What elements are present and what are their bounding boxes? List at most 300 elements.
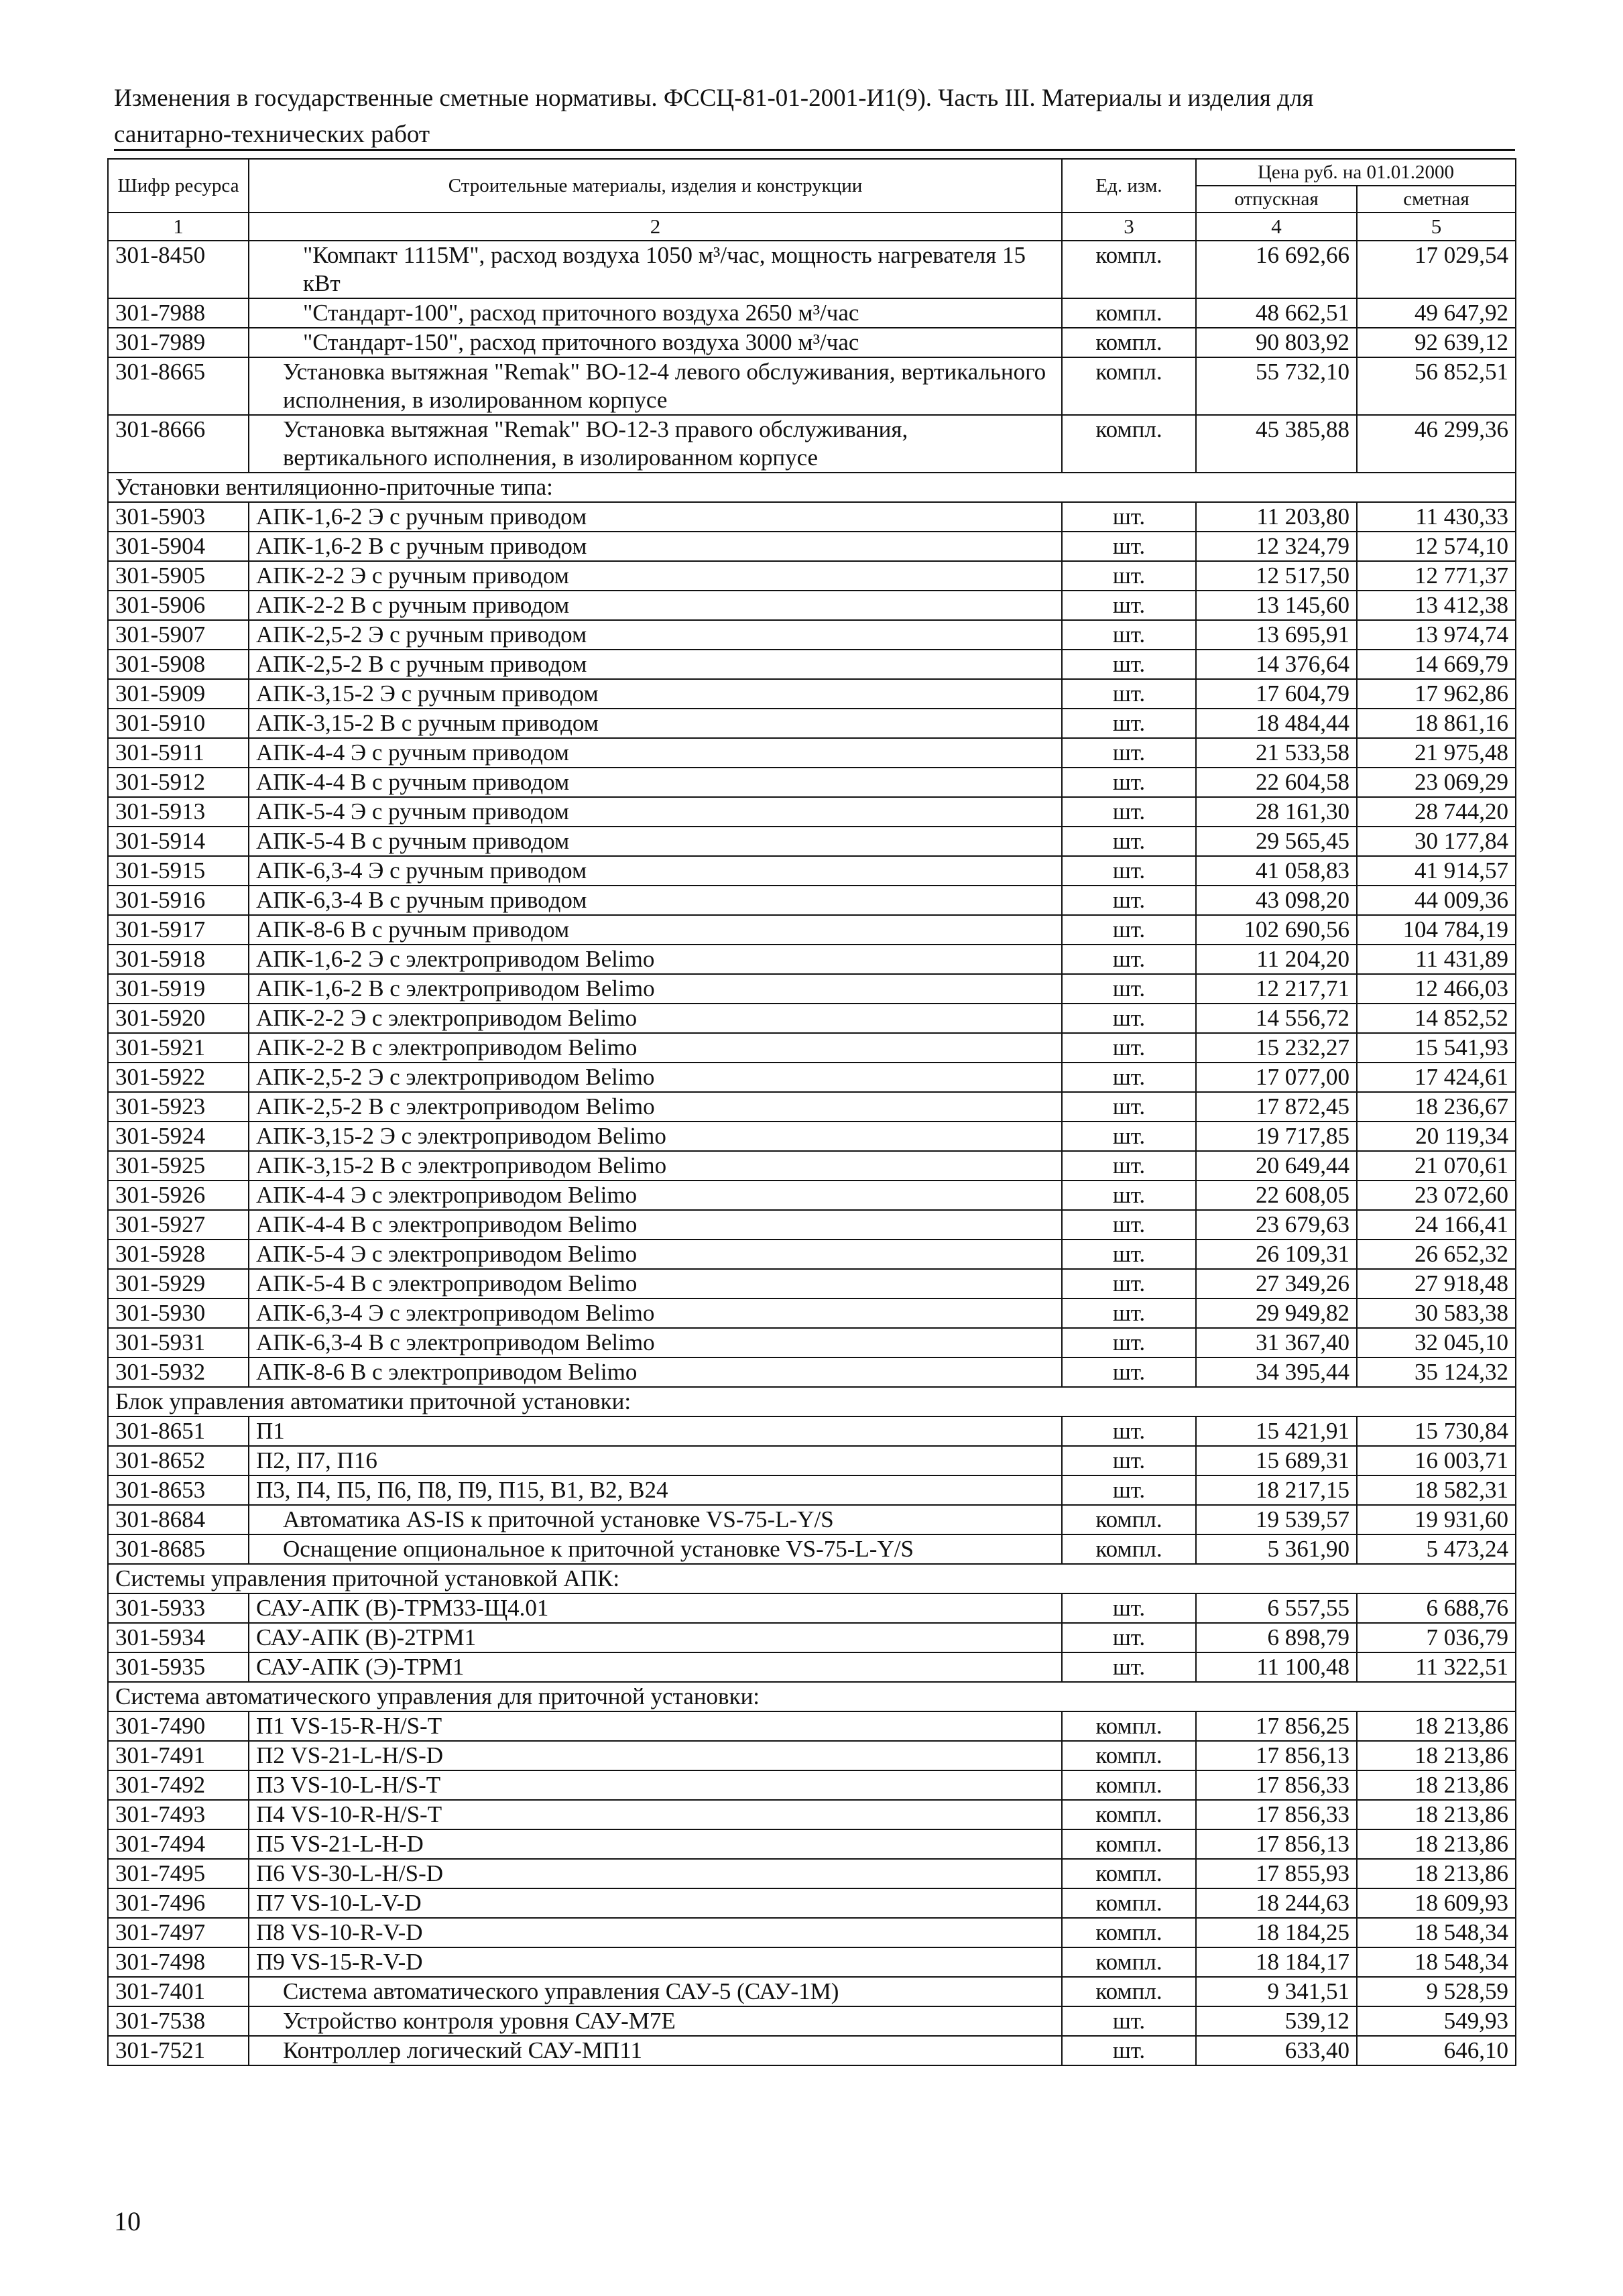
table-body [108,241,1516,2065]
material-name-cell: П2 VS-21-L-H/S-D [249,1741,1062,1770]
resource-code-cell: 301-7497 [108,1918,249,1947]
resource-code-cell: 301-5921 [108,1033,249,1063]
release-price-cell: 48 662,51 [1196,298,1357,328]
table-row [108,532,1516,561]
estimate-price-cell: 11 430,33 [1357,502,1516,532]
material-name-cell: П3 VS-10-L-H/S-T [249,1770,1062,1800]
resource-code-cell: 301-5924 [108,1122,249,1151]
estimate-price-cell: 21 975,48 [1357,738,1516,768]
table-row [108,1298,1516,1328]
table-row [108,886,1516,915]
table-row [108,1269,1516,1298]
resource-code-cell: 301-7490 [108,1711,249,1741]
unit-cell: шт. [1062,768,1196,797]
unit-cell: компл. [1062,1829,1196,1859]
material-name-cell: САУ-АПК (В)-2ТРМ1 [249,1623,1062,1652]
unit-cell: шт. [1062,2006,1196,2036]
material-name-cell: Установка вытяжная "Remak" ВО-12-4 левого обслуживания, вертикального исполнения, в изолированном корпусе [249,357,1062,415]
material-name-cell: АПК-4-4 В с ручным приводом [249,768,1062,797]
material-name-cell: АПК-2-2 В с электроприводом Belimo [249,1033,1062,1063]
column-header-code: Шифр ресурса [108,159,249,213]
material-name-cell: АПК-2,5-2 Э с ручным приводом [249,620,1062,650]
table-row [108,415,1516,473]
release-price-cell: 21 533,58 [1196,738,1357,768]
table-row [108,1151,1516,1181]
release-price-cell: 539,12 [1196,2006,1357,2036]
table-row [108,827,1516,856]
release-price-cell: 29 565,45 [1196,827,1357,856]
unit-cell: шт. [1062,502,1196,532]
unit-cell: шт. [1062,679,1196,709]
estimate-price-cell: 27 918,48 [1357,1269,1516,1298]
resource-code-cell: 301-5918 [108,945,249,974]
unit-cell: шт. [1062,620,1196,650]
header-title-line-2: санитарно-технических работ [114,121,430,148]
material-name-cell: АПК-6,3-4 Э с ручным приводом [249,856,1062,886]
material-name-cell: АПК-2-2 В с ручным приводом [249,591,1062,620]
table-row [108,1829,1516,1859]
table-row [108,328,1516,357]
table-row [108,241,1516,298]
column-header-estimate-price: сметная [1357,186,1516,213]
material-name-cell: П3, П4, П5, П6, П8, П9, П15, В1, В2, В24 [249,1475,1062,1505]
unit-cell: компл. [1062,1770,1196,1800]
column-number-2: 2 [249,213,1062,241]
unit-cell: шт. [1062,1122,1196,1151]
material-name-cell: АПК-3,15-2 В с ручным приводом [249,709,1062,738]
release-price-cell: 9 341,51 [1196,1977,1357,2006]
resource-code-cell: 301-5922 [108,1063,249,1092]
material-name-cell: АПК-2-2 Э с электроприводом Belimo [249,1004,1062,1033]
release-price-cell: 22 608,05 [1196,1181,1357,1210]
resource-code-cell: 301-7494 [108,1829,249,1859]
estimate-price-cell: 46 299,36 [1357,415,1516,473]
unit-cell: шт. [1062,1475,1196,1505]
release-price-cell: 17 872,45 [1196,1092,1357,1122]
unit-cell: шт. [1062,1151,1196,1181]
section-title: Блок управления автоматики приточной установки: [108,1387,1516,1416]
release-price-cell: 23 679,63 [1196,1210,1357,1240]
unit-cell: шт. [1062,1063,1196,1092]
release-price-cell: 17 604,79 [1196,679,1357,709]
estimate-price-cell: 49 647,92 [1357,298,1516,328]
table-row [108,502,1516,532]
material-name-cell: АПК-2-2 Э с ручным приводом [249,561,1062,591]
table-row [108,974,1516,1004]
table-row [108,591,1516,620]
material-name-cell: САУ-АПК (В)-ТРМ33-Щ4.01 [249,1593,1062,1623]
unit-cell: шт. [1062,915,1196,945]
material-name-cell: АПК-4-4 Э с ручным приводом [249,738,1062,768]
release-price-cell: 17 077,00 [1196,1063,1357,1092]
resource-code-cell: 301-5916 [108,886,249,915]
estimate-price-cell: 23 069,29 [1357,768,1516,797]
release-price-cell: 14 376,64 [1196,650,1357,679]
estimate-price-cell: 44 009,36 [1357,886,1516,915]
unit-cell: шт. [1062,2036,1196,2065]
table-row [108,2006,1516,2036]
material-name-cell: АПК-3,15-2 Э с ручным приводом [249,679,1062,709]
table-row [108,1711,1516,1741]
column-number-4: 4 [1196,213,1357,241]
material-name-cell: АПК-6,3-4 В с ручным приводом [249,886,1062,915]
estimate-price-cell: 17 962,86 [1357,679,1516,709]
table-row [108,2036,1516,2065]
unit-cell: шт. [1062,650,1196,679]
unit-cell: шт. [1062,1357,1196,1387]
resource-code-cell: 301-5929 [108,1269,249,1298]
estimate-price-cell: 35 124,32 [1357,1357,1516,1387]
unit-cell: шт. [1062,886,1196,915]
release-price-cell: 18 484,44 [1196,709,1357,738]
release-price-cell: 15 421,91 [1196,1416,1357,1446]
unit-cell: компл. [1062,298,1196,328]
resource-code-cell: 301-5917 [108,915,249,945]
release-price-cell: 12 217,71 [1196,974,1357,1004]
release-price-cell: 27 349,26 [1196,1269,1357,1298]
release-price-cell: 12 517,50 [1196,561,1357,591]
material-name-cell: АПК-4-4 Э с электроприводом Belimo [249,1181,1062,1210]
resource-code-cell: 301-7498 [108,1947,249,1977]
page-header [114,80,1515,153]
estimate-price-cell: 11 431,89 [1357,945,1516,974]
release-price-cell: 17 856,33 [1196,1800,1357,1829]
estimate-price-cell: 18 861,16 [1357,709,1516,738]
material-name-cell: Автоматика AS-IS к приточной установке VS-75-L-Y/S [249,1505,1062,1534]
release-price-cell: 102 690,56 [1196,915,1357,945]
table-row [108,1357,1516,1387]
resource-code-cell: 301-7491 [108,1741,249,1770]
table-row [108,856,1516,886]
material-name-cell: АПК-1,6-2 В с ручным приводом [249,532,1062,561]
table-row [108,738,1516,768]
resource-code-cell: 301-5931 [108,1328,249,1357]
unit-cell: шт. [1062,1210,1196,1240]
table-row [108,1475,1516,1505]
resource-code-cell: 301-8685 [108,1534,249,1564]
resource-code-cell: 301-7496 [108,1888,249,1918]
table-row [108,1181,1516,1210]
unit-cell: компл. [1062,1741,1196,1770]
release-price-cell: 20 649,44 [1196,1151,1357,1181]
table-row [108,1210,1516,1240]
column-header-unit: Ед. изм. [1062,159,1196,213]
table-row [108,945,1516,974]
resource-code-cell: 301-5912 [108,768,249,797]
table-row [108,1534,1516,1564]
resource-code-cell: 301-7989 [108,328,249,357]
material-name-cell: АПК-2,5-2 Э с электроприводом Belimo [249,1063,1062,1092]
table-row [108,709,1516,738]
resource-code-cell: 301-5934 [108,1623,249,1652]
section-heading-row [108,1564,1516,1593]
material-name-cell: Контроллер логический САУ-МП11 [249,2036,1062,2065]
unit-cell: компл. [1062,1800,1196,1829]
unit-cell: шт. [1062,945,1196,974]
unit-cell: шт. [1062,1181,1196,1210]
resource-code-cell: 301-5928 [108,1240,249,1269]
estimate-price-cell: 549,93 [1357,2006,1516,2036]
table-header [108,159,1516,241]
estimate-price-cell: 16 003,71 [1357,1446,1516,1475]
unit-cell: шт. [1062,974,1196,1004]
resource-code-cell: 301-5930 [108,1298,249,1328]
table-row [108,357,1516,415]
resource-code-cell: 301-5913 [108,797,249,827]
table-row [108,1122,1516,1151]
table-row [108,1416,1516,1446]
material-name-cell: АПК-3,15-2 Э с электроприводом Belimo [249,1122,1062,1151]
material-name-cell: АПК-6,3-4 В с электроприводом Belimo [249,1328,1062,1357]
table-row [108,1977,1516,2006]
unit-cell: компл. [1062,1505,1196,1534]
table-row [108,915,1516,945]
table-row [108,1741,1516,1770]
resource-code-cell: 301-7538 [108,2006,249,2036]
estimate-price-cell: 32 045,10 [1357,1328,1516,1357]
resource-code-cell: 301-5927 [108,1210,249,1240]
estimate-price-cell: 6 688,76 [1357,1593,1516,1623]
release-price-cell: 28 161,30 [1196,797,1357,827]
estimate-price-cell: 7 036,79 [1357,1623,1516,1652]
unit-cell: компл. [1062,1859,1196,1888]
estimate-price-cell: 13 974,74 [1357,620,1516,650]
resource-code-cell: 301-8684 [108,1505,249,1534]
estimate-price-cell: 17 424,61 [1357,1063,1516,1092]
table-row [108,1328,1516,1357]
table-row [108,797,1516,827]
resource-code-cell: 301-7401 [108,1977,249,2006]
resource-code-cell: 301-7493 [108,1800,249,1829]
release-price-cell: 45 385,88 [1196,415,1357,473]
column-header-release-price: отпускная [1196,186,1357,213]
unit-cell: шт. [1062,1328,1196,1357]
release-price-cell: 6 898,79 [1196,1623,1357,1652]
resource-code-cell: 301-8665 [108,357,249,415]
estimate-price-cell: 18 609,93 [1357,1888,1516,1918]
release-price-cell: 29 949,82 [1196,1298,1357,1328]
material-name-cell: АПК-1,6-2 Э с электроприводом Belimo [249,945,1062,974]
column-number-1: 1 [108,213,249,241]
release-price-cell: 19 717,85 [1196,1122,1357,1151]
estimate-price-cell: 12 466,03 [1357,974,1516,1004]
estimate-price-cell: 5 473,24 [1357,1534,1516,1564]
resource-code-cell: 301-7492 [108,1770,249,1800]
table-row [108,1033,1516,1063]
material-name-cell: П5 VS-21-L-H-D [249,1829,1062,1859]
price-table [107,158,1516,2066]
estimate-price-cell: 12 771,37 [1357,561,1516,591]
table-row [108,1652,1516,1682]
material-name-cell: АПК-5-4 В с ручным приводом [249,827,1062,856]
material-name-cell: АПК-8-6 В с ручным приводом [249,915,1062,945]
estimate-price-cell: 18 236,67 [1357,1092,1516,1122]
material-name-cell: "Стандарт-150", расход приточного воздуха 3000 м³/час [249,328,1062,357]
unit-cell: шт. [1062,1269,1196,1298]
estimate-price-cell: 30 177,84 [1357,827,1516,856]
material-name-cell: АПК-8-6 В с электроприводом Belimo [249,1357,1062,1387]
table-row [108,650,1516,679]
unit-cell: шт. [1062,532,1196,561]
release-price-cell: 18 217,15 [1196,1475,1357,1505]
release-price-cell: 11 203,80 [1196,502,1357,532]
release-price-cell: 17 855,93 [1196,1859,1357,1888]
resource-code-cell: 301-5905 [108,561,249,591]
release-price-cell: 15 232,27 [1196,1033,1357,1063]
resource-code-cell: 301-8652 [108,1446,249,1475]
unit-cell: шт. [1062,797,1196,827]
release-price-cell: 41 058,83 [1196,856,1357,886]
resource-code-cell: 301-8651 [108,1416,249,1446]
table-row [108,1240,1516,1269]
release-price-cell: 18 244,63 [1196,1888,1357,1918]
release-price-cell: 14 556,72 [1196,1004,1357,1033]
material-name-cell: АПК-2,5-2 В с ручным приводом [249,650,1062,679]
table-row [108,1947,1516,1977]
unit-cell: шт. [1062,1298,1196,1328]
estimate-price-cell: 13 412,38 [1357,591,1516,620]
resource-code-cell: 301-5932 [108,1357,249,1387]
estimate-price-cell: 30 583,38 [1357,1298,1516,1328]
estimate-price-cell: 18 213,86 [1357,1800,1516,1829]
material-name-cell: П4 VS-10-R-H/S-T [249,1800,1062,1829]
estimate-price-cell: 41 914,57 [1357,856,1516,886]
table-row [108,1505,1516,1534]
estimate-price-cell: 14 669,79 [1357,650,1516,679]
table-row [108,1800,1516,1829]
unit-cell: компл. [1062,1711,1196,1741]
table-row [108,1446,1516,1475]
release-price-cell: 11 204,20 [1196,945,1357,974]
release-price-cell: 13 145,60 [1196,591,1357,620]
estimate-price-cell: 14 852,52 [1357,1004,1516,1033]
material-name-cell: Система автоматического управления САУ-5 (САУ-1М) [249,1977,1062,2006]
release-price-cell: 31 367,40 [1196,1328,1357,1357]
material-name-cell: Устройство контроля уровня САУ-М7Е [249,2006,1062,2036]
material-name-cell: САУ-АПК (Э)-ТРМ1 [249,1652,1062,1682]
material-name-cell: П1 VS-15-R-H/S-T [249,1711,1062,1741]
estimate-price-cell: 26 652,32 [1357,1240,1516,1269]
material-name-cell: П2, П7, П16 [249,1446,1062,1475]
resource-code-cell: 301-5925 [108,1151,249,1181]
release-price-cell: 12 324,79 [1196,532,1357,561]
estimate-price-cell: 18 213,86 [1357,1859,1516,1888]
material-name-cell: АПК-1,6-2 В с электроприводом Belimo [249,974,1062,1004]
release-price-cell: 6 557,55 [1196,1593,1357,1623]
unit-cell: компл. [1062,1888,1196,1918]
unit-cell: компл. [1062,1918,1196,1947]
section-heading-row [108,1387,1516,1416]
unit-cell: шт. [1062,1652,1196,1682]
table-row [108,1063,1516,1092]
unit-cell: компл. [1062,357,1196,415]
material-name-cell: АПК-5-4 Э с ручным приводом [249,797,1062,827]
resource-code-cell: 301-5923 [108,1092,249,1122]
estimate-price-cell: 18 213,86 [1357,1829,1516,1859]
table-row [108,1918,1516,1947]
table-row [108,1593,1516,1623]
unit-cell: шт. [1062,709,1196,738]
table-row [108,768,1516,797]
resource-code-cell: 301-7495 [108,1859,249,1888]
material-name-cell: АПК-2,5-2 В с электроприводом Belimo [249,1092,1062,1122]
table-row [108,1623,1516,1652]
resource-code-cell: 301-5935 [108,1652,249,1682]
unit-cell: шт. [1062,1004,1196,1033]
material-name-cell: "Стандарт-100", расход приточного воздуха 2650 м³/час [249,298,1062,328]
material-name-cell: АПК-6,3-4 Э с электроприводом Belimo [249,1298,1062,1328]
estimate-price-cell: 92 639,12 [1357,328,1516,357]
unit-cell: компл. [1062,1947,1196,1977]
material-name-cell: П9 VS-15-R-V-D [249,1947,1062,1977]
column-number-3: 3 [1062,213,1196,241]
unit-cell: шт. [1062,1446,1196,1475]
unit-cell: компл. [1062,328,1196,357]
unit-cell: компл. [1062,415,1196,473]
resource-code-cell: 301-5915 [108,856,249,886]
release-price-cell: 90 803,92 [1196,328,1357,357]
resource-code-cell: 301-5926 [108,1181,249,1210]
estimate-price-cell: 28 744,20 [1357,797,1516,827]
release-price-cell: 55 732,10 [1196,357,1357,415]
resource-code-cell: 301-5904 [108,532,249,561]
material-name-cell: АПК-4-4 В с электроприводом Belimo [249,1210,1062,1240]
material-name-cell: П1 [249,1416,1062,1446]
header-title-line-1: Изменения в государственные сметные нормативы. ФССЦ-81-01-2001-И1(9). Часть III. Материалы и изделия для [114,84,1314,112]
release-price-cell: 11 100,48 [1196,1652,1357,1682]
release-price-cell: 17 856,13 [1196,1741,1357,1770]
release-price-cell: 18 184,25 [1196,1918,1357,1947]
resource-code-cell: 301-7521 [108,2036,249,2065]
unit-cell: компл. [1062,1977,1196,2006]
table-row [108,1888,1516,1918]
resource-code-cell: 301-8666 [108,415,249,473]
material-name-cell: Оснащение опциональное к приточной установке VS-75-L-Y/S [249,1534,1062,1564]
material-name-cell: АПК-1,6-2 Э с ручным приводом [249,502,1062,532]
resource-code-cell: 301-5919 [108,974,249,1004]
release-price-cell: 22 604,58 [1196,768,1357,797]
table-row [108,1004,1516,1033]
material-name-cell: АПК-3,15-2 В с электроприводом Belimo [249,1151,1062,1181]
table-row [108,298,1516,328]
estimate-price-cell: 17 029,54 [1357,241,1516,298]
unit-cell: шт. [1062,827,1196,856]
release-price-cell: 15 689,31 [1196,1446,1357,1475]
section-heading-row [108,1682,1516,1711]
resource-code-cell: 301-5911 [108,738,249,768]
material-name-cell: АПК-5-4 В с электроприводом Belimo [249,1269,1062,1298]
release-price-cell: 16 692,66 [1196,241,1357,298]
release-price-cell: 13 695,91 [1196,620,1357,650]
unit-cell: шт. [1062,738,1196,768]
estimate-price-cell: 18 213,86 [1357,1711,1516,1741]
resource-code-cell: 301-5907 [108,620,249,650]
material-name-cell: П8 VS-10-R-V-D [249,1918,1062,1947]
table-row [108,679,1516,709]
material-name-cell: П7 VS-10-L-V-D [249,1888,1062,1918]
unit-cell: шт. [1062,1416,1196,1446]
estimate-price-cell: 20 119,34 [1357,1122,1516,1151]
table-row [108,1092,1516,1122]
unit-cell: шт. [1062,856,1196,886]
section-title: Установки вентиляционно-приточные типа: [108,473,1516,502]
unit-cell: компл. [1062,241,1196,298]
resource-code-cell: 301-5910 [108,709,249,738]
column-number-5: 5 [1357,213,1516,241]
release-price-cell: 17 856,33 [1196,1770,1357,1800]
release-price-cell: 34 395,44 [1196,1357,1357,1387]
estimate-price-cell: 18 582,31 [1357,1475,1516,1505]
